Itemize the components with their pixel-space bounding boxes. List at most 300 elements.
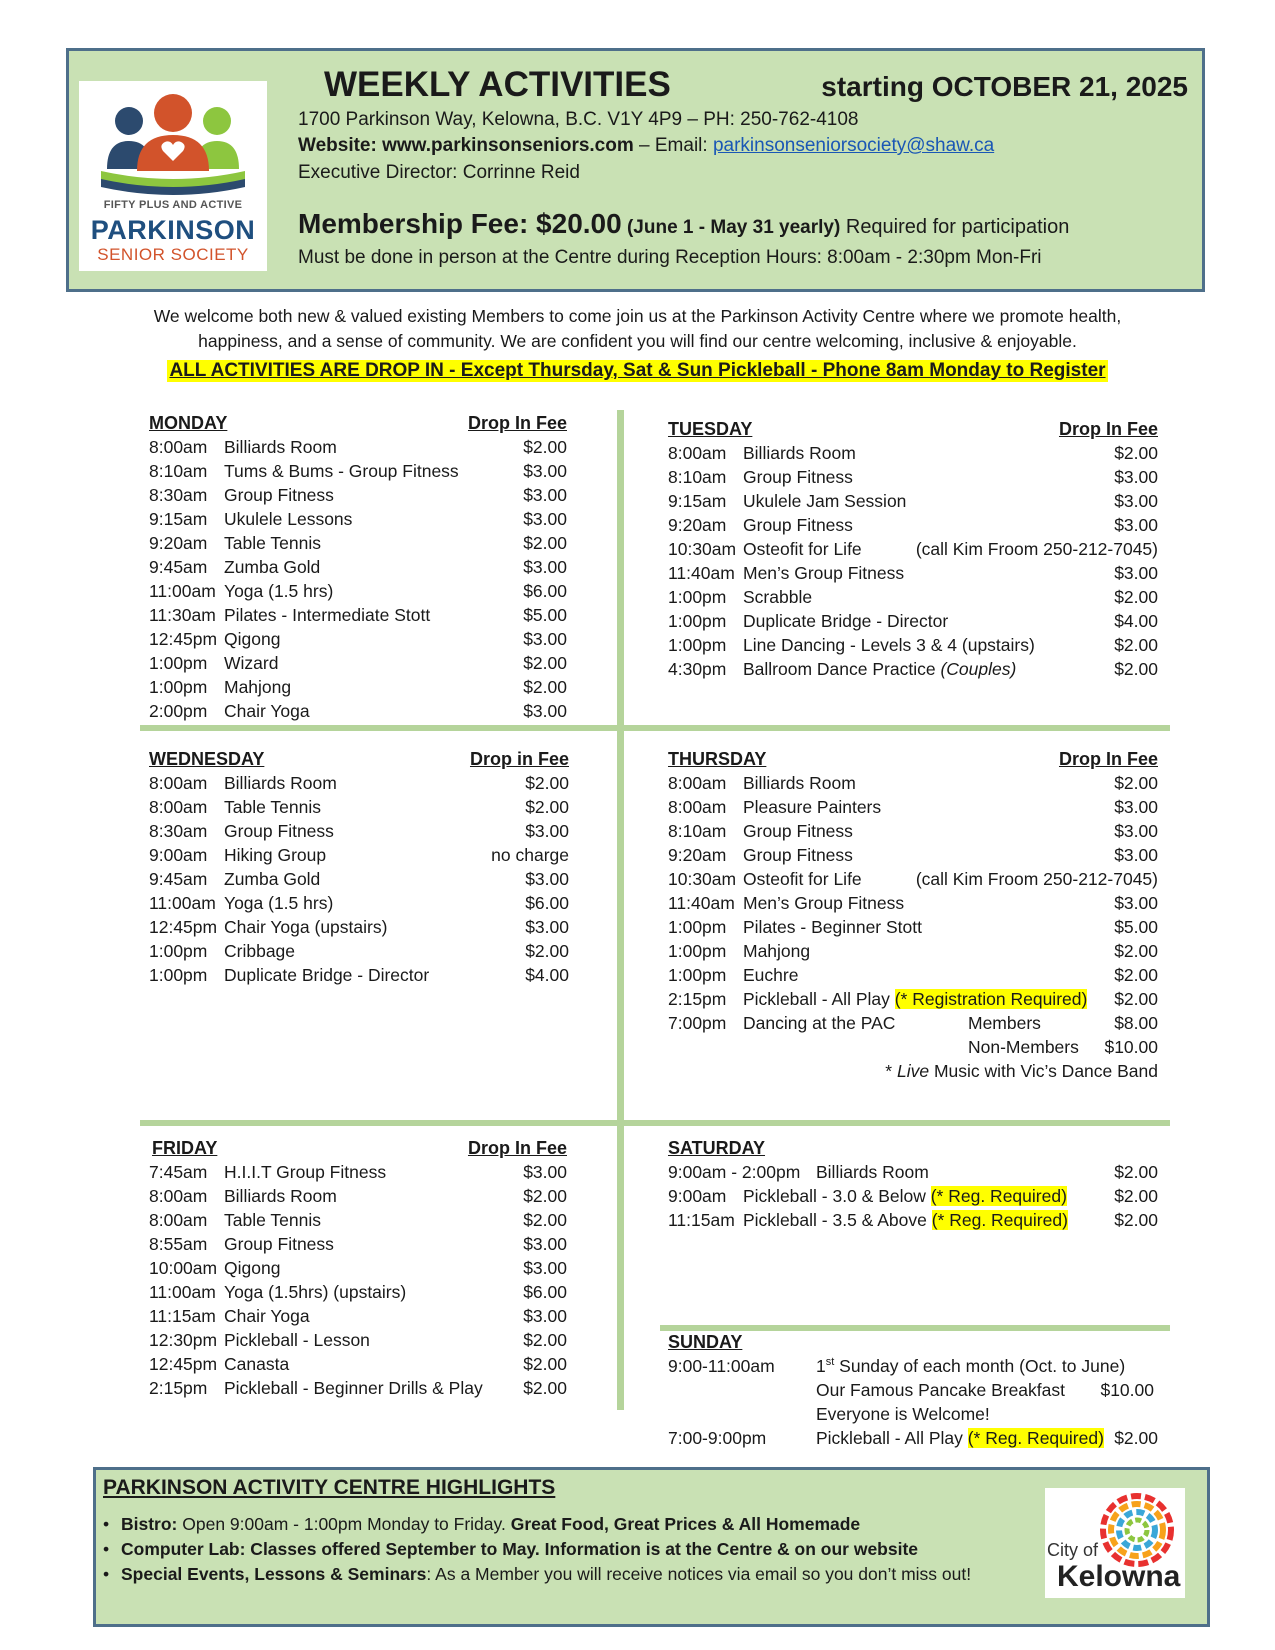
email-label: – Email:	[633, 135, 713, 156]
thursday-time: 8:00am	[668, 773, 727, 793]
email-link[interactable]: parkinsonseniorsociety@shaw.ca	[712, 135, 995, 156]
thursday-fee: $3.00	[1114, 845, 1158, 865]
membership-fee	[298, 208, 1069, 240]
member-label: Members	[968, 1013, 1041, 1033]
friday-heading: FRIDAY	[152, 1138, 218, 1158]
sunday-row-4	[668, 1428, 1158, 1452]
saturday-fee: $2.00	[1114, 1210, 1158, 1230]
tuesday-time: 9:15am	[668, 491, 727, 511]
highlights-box	[93, 1467, 1210, 1627]
tuesday-time: 4:30pm	[668, 659, 727, 679]
tuesday-fee: $2.00	[1114, 587, 1158, 607]
wednesday-row	[149, 917, 569, 941]
monday-time: 8:30am	[149, 485, 208, 505]
intro-line-1: We welcome both new & valued existing Members to come join us at the Parkinson Activity Centre where we promote health,	[153, 306, 1122, 326]
thursday-activity	[743, 845, 853, 866]
activity-name: Duplicate Bridge - Director	[224, 965, 430, 985]
wednesday-activity	[224, 869, 320, 890]
wednesday-time: 8:00am	[149, 797, 208, 817]
thursday-row	[668, 845, 1158, 869]
thursday-heading: THURSDAY	[668, 749, 767, 769]
activity-name: H.I.I.T Group Fitness	[224, 1162, 387, 1182]
wednesday-row	[149, 773, 569, 797]
highlight-bold: Bistro:	[121, 1514, 183, 1534]
wednesday-section	[149, 749, 569, 989]
thursday-activity	[743, 797, 881, 818]
tuesday-activity	[743, 443, 856, 464]
first-rest: Sunday of each month (Oct. to June)	[834, 1356, 1126, 1376]
people-heart-icon	[99, 91, 247, 199]
activity-name: Yoga (1.5 hrs)	[224, 893, 334, 913]
activity-name: Mahjong	[224, 677, 292, 697]
wednesday-fee-header: Drop in Fee	[469, 749, 569, 769]
monday-heading: MONDAY	[149, 413, 228, 433]
tuesday-fee: $3.00	[1114, 563, 1158, 583]
tuesday-section	[668, 419, 1158, 683]
thursday-activity	[743, 893, 904, 914]
activity-name: Table Tennis	[224, 533, 321, 553]
registration-required: (* Reg. Required)	[931, 1210, 1068, 1230]
first-sup: st	[825, 1356, 835, 1369]
tuesday-activity	[743, 467, 853, 488]
activity-name: Osteofit for Life	[743, 869, 862, 889]
friday-activity	[224, 1306, 310, 1327]
thursday-nonmembers-row	[668, 1037, 1158, 1061]
thursday-time: 1:00pm	[668, 941, 727, 961]
monday-section	[149, 413, 567, 725]
monday-fee: $2.00	[523, 533, 567, 553]
fee-required: Required for participation	[840, 216, 1070, 238]
thursday-row	[668, 1013, 1158, 1037]
friday-fee: $3.00	[523, 1306, 567, 1326]
monday-row	[149, 485, 567, 509]
friday-fee-header: Drop In Fee	[467, 1138, 567, 1158]
sunday-row-2	[668, 1380, 1158, 1404]
tuesday-row	[668, 443, 1158, 467]
activity-name: Group Fitness	[743, 821, 853, 841]
activity-name: Pickleball - 3.5 & Above	[743, 1210, 932, 1230]
activity-name: Ukulele Jam Session	[743, 491, 907, 511]
activity-name: Mahjong	[743, 941, 811, 961]
monday-time: 2:00pm	[149, 701, 208, 721]
wednesday-activity	[224, 773, 337, 794]
monday-time: 12:45pm	[149, 629, 218, 649]
wednesday-activity	[224, 845, 326, 866]
bullet-icon: •	[103, 1564, 110, 1584]
thursday-fee: $8.00	[1114, 1013, 1158, 1033]
highlight-bold-2: Great Food, Great Prices & All Homemade	[510, 1514, 861, 1534]
thursday-time: 8:00am	[668, 797, 727, 817]
tuesday-row	[668, 515, 1158, 539]
activity-name: Pickleball - Lesson	[224, 1330, 370, 1350]
monday-fee: $3.00	[523, 557, 567, 577]
wednesday-row	[149, 821, 569, 845]
monday-row	[149, 533, 567, 557]
contact-line	[298, 135, 994, 157]
saturday-activity	[743, 1210, 1068, 1231]
monday-fee-header: Drop In Fee	[467, 413, 567, 433]
tuesday-fee: $2.00	[1114, 443, 1158, 463]
friday-section	[149, 1138, 567, 1402]
friday-row	[149, 1306, 567, 1330]
friday-time: 8:00am	[149, 1210, 208, 1230]
monday-time: 8:00am	[149, 437, 208, 457]
saturday-activity	[743, 1186, 1067, 1207]
monday-fee: $3.00	[523, 509, 567, 529]
wednesday-activity	[224, 941, 295, 962]
thursday-fee: $5.00	[1114, 917, 1158, 937]
wednesday-fee: $6.00	[525, 893, 569, 913]
monday-time: 11:30am	[149, 605, 216, 625]
thursday-row	[668, 893, 1158, 917]
wednesday-heading: WEDNESDAY	[149, 749, 265, 769]
intro-line-2: happiness, and a sense of community. We are confident you will find our centre welcoming, inclusive & enjoyable.	[198, 331, 1077, 351]
divider-row-1	[140, 725, 1170, 731]
friday-time: 8:00am	[149, 1186, 208, 1206]
thursday-activity	[743, 773, 856, 794]
live-music-note	[885, 1061, 1158, 1082]
monday-time: 8:10am	[149, 461, 208, 481]
tuesday-activity	[743, 491, 906, 512]
sunday-time-1: 9:00-11:00am	[668, 1356, 775, 1376]
activity-name: Group Fitness	[224, 485, 334, 505]
activity-name: Chair Yoga	[224, 701, 310, 721]
activity-name: Billiards Room	[224, 437, 337, 457]
monday-fee: $3.00	[523, 629, 567, 649]
tuesday-activity	[743, 659, 1016, 680]
nonmembers-fee: $10.00	[1104, 1037, 1158, 1057]
activity-name: Billiards Room	[743, 443, 856, 463]
activity-name: Hiking Group	[224, 845, 327, 865]
tuesday-fee: $2.00	[1114, 635, 1158, 655]
wednesday-fee: $2.00	[525, 797, 569, 817]
wednesday-time: 1:00pm	[149, 941, 208, 961]
bullet-icon: •	[103, 1539, 110, 1559]
friday-row	[149, 1162, 567, 1186]
activity-note: (Couples)	[935, 659, 1017, 679]
activity-name: Billiards Room	[224, 773, 337, 793]
tuesday-row	[668, 635, 1158, 659]
thursday-fee: $3.00	[1114, 797, 1158, 817]
thursday-row	[668, 941, 1158, 965]
tuesday-row	[668, 587, 1158, 611]
friday-activity	[224, 1330, 370, 1351]
activity-name: Billiards Room	[224, 1186, 337, 1206]
thursday-fee: $2.00	[1114, 965, 1158, 985]
tuesday-fee-header: Drop In Fee	[1058, 419, 1158, 439]
activity-name: Billiards Room	[743, 773, 856, 793]
tuesday-fee: (call Kim Froom 250-212-7045)	[915, 539, 1158, 559]
monday-time: 9:20am	[149, 533, 208, 553]
activity-name: Pickleball - Beginner Drills & Play	[224, 1378, 483, 1398]
wednesday-row	[149, 893, 569, 917]
live-prefix: *	[885, 1061, 897, 1081]
activity-name: Group Fitness	[224, 1234, 334, 1254]
wednesday-time: 1:00pm	[149, 965, 208, 985]
registration-required: (* Registration Required)	[894, 989, 1088, 1009]
friday-time: 2:15pm	[149, 1378, 208, 1398]
friday-activity	[224, 1162, 386, 1183]
friday-activity	[224, 1234, 334, 1255]
friday-time: 11:00am	[149, 1282, 216, 1302]
thursday-fee-header: Drop In Fee	[1058, 749, 1158, 769]
friday-row	[149, 1234, 567, 1258]
wednesday-row	[149, 941, 569, 965]
tuesday-fee: $3.00	[1114, 515, 1158, 535]
thursday-activity	[743, 941, 810, 962]
drop-in-banner-wrap	[0, 360, 1275, 382]
monday-activity	[224, 653, 278, 674]
activity-name: Group Fitness	[224, 821, 334, 841]
friday-time: 10:00am	[149, 1258, 218, 1278]
monday-activity	[224, 533, 321, 554]
tuesday-activity	[743, 539, 862, 560]
friday-fee: $3.00	[523, 1258, 567, 1278]
activity-name: Chair Yoga (upstairs)	[224, 917, 388, 937]
friday-row	[149, 1354, 567, 1378]
fee-period: (June 1 - May 31 yearly)	[621, 217, 841, 238]
sunday-heading: SUNDAY	[668, 1332, 743, 1352]
wednesday-fee: no charge	[491, 845, 569, 865]
saturday-section	[668, 1138, 1158, 1234]
friday-row	[149, 1210, 567, 1234]
wednesday-row	[149, 797, 569, 821]
monday-fee: $2.00	[523, 677, 567, 697]
activity-name: Group Fitness	[743, 845, 853, 865]
friday-fee: $6.00	[523, 1282, 567, 1302]
registration-required: (* Reg. Required)	[930, 1186, 1067, 1206]
wednesday-fee: $4.00	[525, 965, 569, 985]
thursday-activity	[743, 869, 862, 890]
thursday-section	[668, 749, 1158, 1085]
friday-time: 12:30pm	[149, 1330, 218, 1350]
sunday-row-3	[668, 1404, 1158, 1428]
friday-fee: $2.00	[523, 1354, 567, 1374]
tuesday-time: 1:00pm	[668, 611, 727, 631]
header-box	[66, 48, 1205, 292]
tuesday-activity	[743, 635, 1035, 656]
tuesday-activity	[743, 515, 853, 536]
friday-row	[149, 1282, 567, 1306]
monday-fee: $3.00	[523, 461, 567, 481]
saturday-row	[668, 1210, 1158, 1234]
activity-name: Pilates - Beginner Stott	[743, 917, 922, 937]
friday-activity	[224, 1354, 289, 1375]
activity-name: Dancing at the PAC	[743, 1013, 896, 1033]
nonmembers-label: Non-Members	[968, 1037, 1079, 1057]
activity-name: Cribbage	[224, 941, 296, 961]
monday-activity	[224, 629, 280, 650]
fee-note: Must be done in person at the Centre during Reception Hours: 8:00am - 2:30pm Mon-Fri	[298, 247, 1042, 268]
thursday-fee: $3.00	[1114, 821, 1158, 841]
monday-row	[149, 605, 567, 629]
monday-row	[149, 557, 567, 581]
monday-row	[149, 461, 567, 485]
sunday-pickle-fee: $2.00	[1114, 1428, 1158, 1448]
page-title: WEEKLY ACTIVITIES	[324, 65, 671, 104]
thursday-time: 11:40am	[668, 893, 735, 913]
tuesday-activity	[743, 587, 812, 608]
tuesday-row	[668, 539, 1158, 563]
sunday-section	[668, 1332, 1158, 1452]
activity-name: Yoga (1.5 hrs)	[224, 581, 334, 601]
thursday-activity	[743, 965, 798, 986]
sunday-pickleball	[816, 1428, 1104, 1449]
city-of-kelowna-logo	[1045, 1488, 1185, 1598]
friday-row	[149, 1186, 567, 1210]
thursday-activity	[743, 989, 1087, 1010]
monday-activity	[224, 581, 333, 602]
activity-name: Duplicate Bridge - Director	[743, 611, 949, 631]
tuesday-activity	[743, 563, 904, 584]
pancake-fee: $10.00	[1100, 1380, 1154, 1400]
friday-fee: $2.00	[523, 1330, 567, 1350]
thursday-fee: (call Kim Froom 250-212-7045)	[915, 869, 1158, 889]
activity-name: Qigong	[224, 1258, 281, 1278]
activity-name: Group Fitness	[743, 515, 853, 535]
activity-name: Canasta	[224, 1354, 290, 1374]
tuesday-fee: $2.00	[1114, 659, 1158, 679]
friday-time: 12:45pm	[149, 1354, 218, 1374]
sunday-pickle-name: Pickleball - All Play	[816, 1428, 968, 1448]
friday-fee: $2.00	[523, 1210, 567, 1230]
live-rest: Music with Vic’s Dance Band	[929, 1061, 1158, 1081]
friday-fee: $2.00	[523, 1186, 567, 1206]
tuesday-time: 10:30am	[668, 539, 737, 559]
friday-row	[149, 1378, 567, 1402]
thursday-time: 10:30am	[668, 869, 737, 889]
highlight-text: : As a Member you will receive notices via email so you don’t miss out!	[426, 1564, 972, 1584]
everyone-welcome: Everyone is Welcome!	[816, 1404, 990, 1424]
wednesday-fee: $3.00	[525, 821, 569, 841]
tuesday-time: 8:00am	[668, 443, 727, 463]
saturday-heading: SATURDAY	[668, 1138, 766, 1158]
monday-activity	[224, 557, 320, 578]
highlight-item	[103, 1564, 971, 1585]
live-music-row	[668, 1061, 1158, 1085]
friday-fee: $2.00	[523, 1378, 567, 1398]
tuesday-row	[668, 611, 1158, 635]
monday-fee: $3.00	[523, 485, 567, 505]
monday-activity	[224, 437, 337, 458]
tuesday-row	[668, 467, 1158, 491]
saturday-activity	[816, 1162, 929, 1183]
wednesday-activity	[224, 965, 429, 986]
wednesday-time: 9:45am	[149, 869, 208, 889]
friday-activity	[224, 1378, 483, 1399]
monday-activity	[224, 509, 352, 530]
activity-name: Pickleball - 3.0 & Below	[743, 1186, 931, 1206]
tuesday-time: 1:00pm	[668, 635, 727, 655]
pancake-breakfast: Our Famous Pancake Breakfast	[816, 1380, 1065, 1400]
thursday-row	[668, 869, 1158, 893]
activity-name: Billiards Room	[816, 1162, 929, 1182]
monday-time: 1:00pm	[149, 653, 208, 673]
address: 1700 Parkinson Way, Kelowna, B.C. V1Y 4P9 – PH: 250-762-4108	[298, 109, 859, 130]
monday-fee: $6.00	[523, 581, 567, 601]
sunday-row-1	[668, 1356, 1158, 1380]
monday-fee: $2.00	[523, 437, 567, 457]
wednesday-time: 12:45pm	[149, 917, 218, 937]
saturday-time: 11:15am	[668, 1210, 735, 1230]
monday-row	[149, 701, 567, 725]
wednesday-fee: $3.00	[525, 917, 569, 937]
tuesday-heading: TUESDAY	[668, 419, 753, 439]
divider-row-2	[140, 1120, 1170, 1126]
highlight-text: Open 9:00am - 1:00pm Monday to Friday.	[182, 1514, 511, 1534]
monday-fee: $2.00	[523, 653, 567, 673]
wednesday-fee: $2.00	[525, 941, 569, 961]
drop-in-banner: ALL ACTIVITIES ARE DROP IN - Except Thursday, Sat & Sun Pickleball - Phone 8am Monday to Register	[169, 360, 1106, 381]
activity-name: Table Tennis	[224, 797, 321, 817]
monday-time: 9:15am	[149, 509, 208, 529]
website[interactable]: Website: www.parkinsonseniors.com	[298, 135, 634, 156]
thursday-time: 8:10am	[668, 821, 727, 841]
highlight-bold: Special Events, Lessons & Seminars	[121, 1564, 427, 1584]
thursday-activity	[743, 821, 853, 842]
kelowna-label: Kelowna	[1057, 1560, 1181, 1593]
tuesday-fee: $4.00	[1114, 611, 1158, 631]
activity-name: Wizard	[224, 653, 279, 673]
friday-activity	[224, 1258, 280, 1279]
wednesday-activity	[224, 893, 333, 914]
activity-name: Euchre	[743, 965, 799, 985]
divider-sunday	[660, 1325, 1170, 1331]
activity-name: Ukulele Lessons	[224, 509, 353, 529]
tuesday-row	[668, 563, 1158, 587]
monday-activity	[224, 701, 310, 722]
wednesday-time: 9:00am	[149, 845, 208, 865]
friday-activity	[224, 1210, 321, 1231]
monday-row	[149, 653, 567, 677]
activity-name: Group Fitness	[743, 467, 853, 487]
friday-time: 7:45am	[149, 1162, 208, 1182]
kelowna-sun-icon	[1097, 1490, 1177, 1570]
thursday-row	[668, 965, 1158, 989]
activity-name: Tums & Bums - Group Fitness	[224, 461, 459, 481]
monday-fee: $5.00	[523, 605, 567, 625]
thursday-row	[668, 773, 1158, 797]
thursday-row	[668, 989, 1158, 1013]
activity-name: Zumba Gold	[224, 557, 321, 577]
first-num: 1	[816, 1356, 826, 1376]
saturday-fee: $2.00	[1114, 1162, 1158, 1182]
highlight-bold: Computer Lab: Classes offered September to May. Information is at the Centre & on our website	[121, 1539, 919, 1559]
thursday-row	[668, 821, 1158, 845]
saturday-time: 9:00am - 2:00pm	[668, 1162, 801, 1182]
monday-activity	[224, 461, 459, 482]
wednesday-row	[149, 845, 569, 869]
monday-row	[149, 629, 567, 653]
wednesday-row	[149, 869, 569, 893]
bullet-icon: •	[103, 1514, 110, 1534]
monday-time: 11:00am	[149, 581, 216, 601]
activity-name: Line Dancing - Levels 3 & 4 (upstairs)	[743, 635, 1035, 655]
monday-activity	[224, 605, 430, 626]
executive-director: Executive Director: Corrinne Reid	[298, 162, 580, 183]
thursday-time: 2:15pm	[668, 989, 727, 1009]
vertical-divider	[617, 410, 624, 1410]
monday-row	[149, 509, 567, 533]
thursday-fee: $2.00	[1114, 941, 1158, 961]
monday-row	[149, 677, 567, 701]
monday-fee: $3.00	[523, 701, 567, 721]
tuesday-row	[668, 491, 1158, 515]
monday-row	[149, 581, 567, 605]
activity-name: Men’s Group Fitness	[743, 893, 905, 913]
thursday-activity	[743, 1013, 895, 1034]
activity-name: Pilates - Intermediate Stott	[224, 605, 431, 625]
